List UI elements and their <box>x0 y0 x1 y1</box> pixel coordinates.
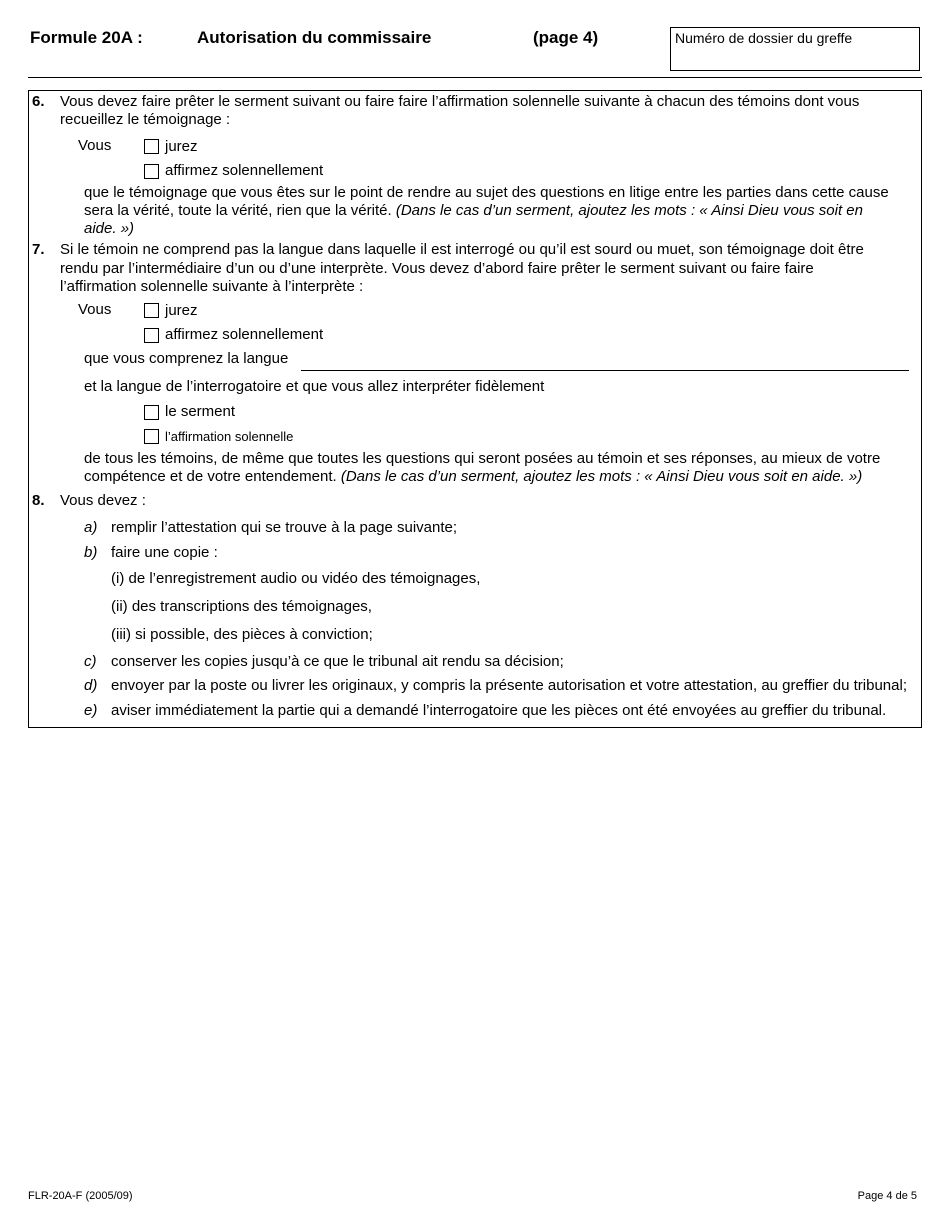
section-6-text3 <box>84 220 134 238</box>
form-number: Formule 20A : <box>30 28 143 47</box>
section-7-jurez-checkbox[interactable] <box>144 303 159 318</box>
page-of: Page 4 de 5 <box>857 1190 917 1202</box>
item-a-label: a) <box>84 519 98 536</box>
section-6-vous: Vous <box>78 137 112 154</box>
section-7-text1: de tous les témoins, de même que toutes les questions qui seront posées au témoin et ses réponses, au mieux de votre <box>84 450 881 467</box>
section-7-serment-label: le serment <box>165 403 236 420</box>
section-6-text2 <box>84 202 863 220</box>
section-8-intro: Vous devez : <box>60 492 146 509</box>
section-7-text2-normal: compétence et de votre entendement. <box>84 468 337 485</box>
item-c-label: c) <box>84 653 97 670</box>
section-6-text3-italic: aide. ») <box>84 220 135 237</box>
section-7-text2-italic: (Dans le cas d’un serment, ajoutez les mots : « Ainsi Dieu vous soit en aide. ») <box>340 468 863 485</box>
item-d-text: envoyer par la poste ou livrer les originaux, y compris la présente autorisation et votre attestation, au greffier du tribunal; <box>111 677 907 694</box>
section-6-text2-normal: sera la vérité, toute la vérité, rien que la vérité. <box>84 202 392 219</box>
section-7-serment-checkbox[interactable] <box>144 405 159 420</box>
section-8-number: 8. <box>32 492 45 509</box>
section-6-text2-italic: (Dans le cas d’un serment, ajoutez les mots : « Ainsi Dieu vous soit en <box>395 202 863 219</box>
section-6-line1: Vous devez faire prêter le serment suivant ou faire faire l’affirmation solennelle suivante à chacun des témoins dont vous <box>60 93 860 110</box>
section-7-affirmez-checkbox[interactable] <box>144 328 159 343</box>
section-7-affirmation-checkbox[interactable] <box>144 429 159 444</box>
item-c-text: conserver les copies jusqu’à ce que le tribunal ait rendu sa décision; <box>111 653 564 670</box>
item-e-label: e) <box>84 702 98 719</box>
form-code: FLR-20A-F (2005/09) <box>28 1190 133 1202</box>
section-6-text1: que le témoignage que vous êtes sur le point de rendre au sujet des questions en litige entre les parties dans cette cause <box>84 184 889 201</box>
section-7-jurez-label: jurez <box>165 302 198 319</box>
file-number-label: Numéro de dossier du greffe <box>675 30 853 46</box>
file-number-field[interactable] <box>670 27 920 71</box>
section-7-line1: Si le témoin ne comprend pas la langue dans laquelle il est interrogé ou qu’il est sourd ou muet, son témoignage doit être <box>60 241 864 258</box>
section-6-jurez-checkbox[interactable] <box>144 139 159 154</box>
header-divider <box>28 77 922 78</box>
section-6-affirmez-label: affirmez solennellement <box>165 162 324 179</box>
item-b-iii: (iii) si possible, des pièces à conviction; <box>111 626 373 643</box>
item-b-text: faire une copie : <box>111 544 218 561</box>
section-6-jurez-label: jurez <box>165 138 198 155</box>
section-6-number: 6. <box>32 93 45 110</box>
langue-input[interactable] <box>301 370 909 371</box>
item-b-label: b) <box>84 544 98 561</box>
form-title: Autorisation du commissaire <box>197 28 432 47</box>
item-b-i: (i) de l’enregistrement audio ou vidéo des témoignages, <box>111 570 481 587</box>
section-7-line3: l’affirmation solennelle suivante à l’interprète : <box>60 278 364 295</box>
item-e-text: aviser immédiatement la partie qui a demandé l’interrogatoire que les pièces ont été envoyées au greffier du tribunal. <box>111 702 887 719</box>
section-7-affirmation-label: l’affirmation solennelle <box>165 429 294 444</box>
section-7-langue-label: que vous comprenez la langue <box>84 350 289 367</box>
section-7-vous: Vous <box>78 301 112 318</box>
section-6-line2: recueillez le témoignage : <box>60 111 231 128</box>
section-7-line4: et la langue de l’interrogatoire et que vous allez interpréter fidèlement <box>84 378 545 395</box>
item-b-ii: (ii) des transcriptions des témoignages, <box>111 598 372 615</box>
item-d-label: d) <box>84 677 98 694</box>
page-label: (page 4) <box>533 28 599 47</box>
section-7-number: 7. <box>32 241 45 258</box>
section-7-line2: rendu par l’intermédiaire d’un ou d’une interprète. Vous devez d’abord faire prêter le serment suivant ou faire faire <box>60 260 814 277</box>
section-7-affirmez-label: affirmez solennellement <box>165 326 324 343</box>
section-7-text2 <box>84 468 862 486</box>
item-a-text: remplir l’attestation qui se trouve à la page suivante; <box>111 519 458 536</box>
section-6-affirmez-checkbox[interactable] <box>144 164 159 179</box>
